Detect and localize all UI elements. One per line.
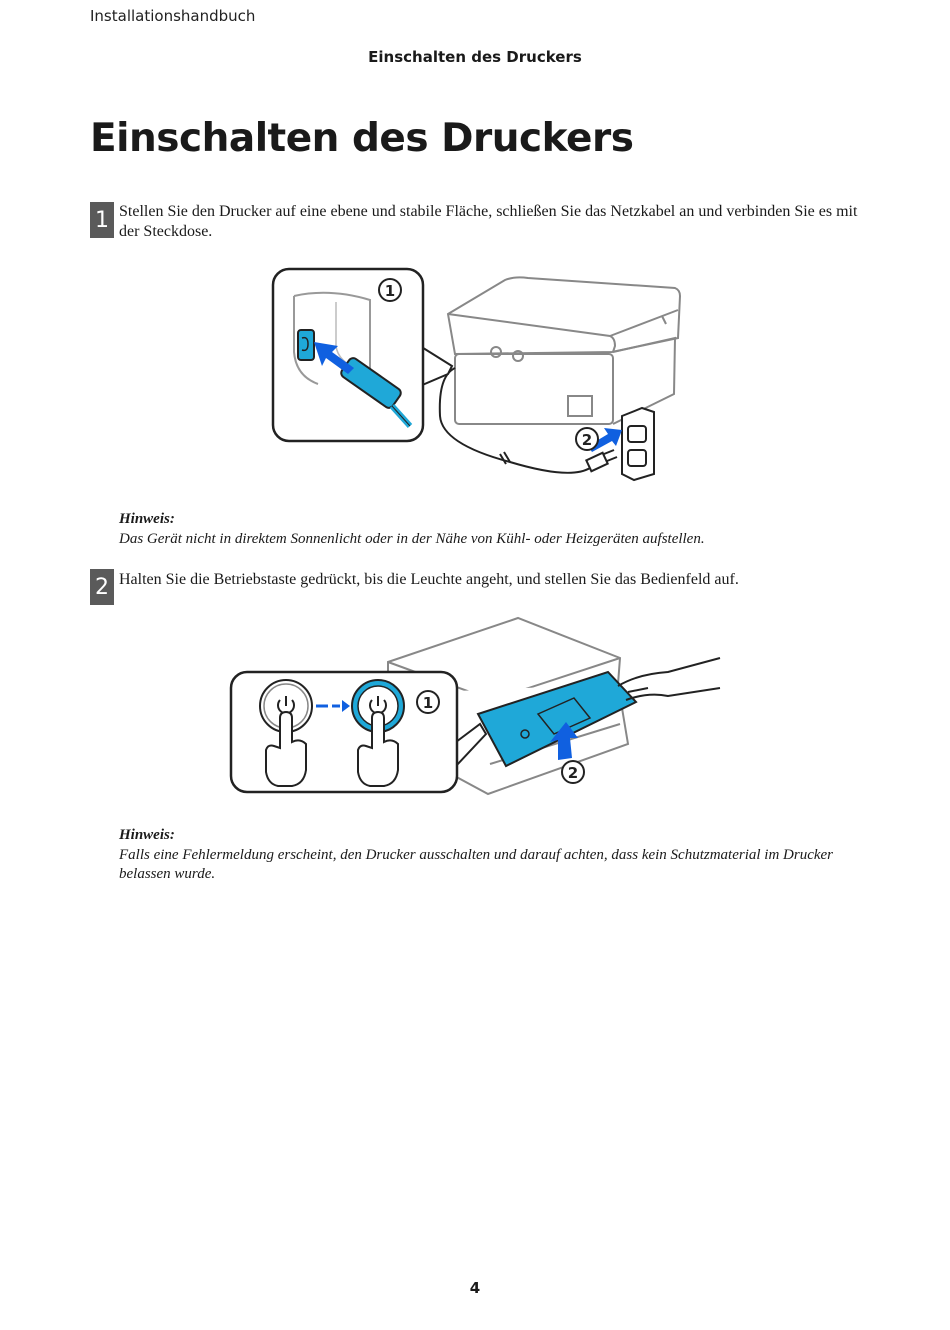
figure-power-on-panel (228, 614, 723, 804)
callout-1 (379, 279, 401, 301)
page-number: 4 (469, 1279, 481, 1297)
svg-text:1: 1 (422, 694, 434, 712)
note-text: Das Gerät nicht in direktem Sonnenlicht oder in der Nähe von Kühl- oder Heizgeräten aufstellen. (119, 531, 705, 547)
note-label: Hinweis: (119, 827, 175, 843)
page-title: Einschalten des Druckers (90, 116, 634, 161)
section-header: Einschalten des Druckers (368, 48, 582, 66)
callout-2 (576, 428, 598, 450)
callout-2 (562, 761, 584, 783)
callout-1 (417, 691, 439, 713)
power-cord-icon (586, 450, 617, 471)
zoom-inset (231, 672, 486, 792)
printer-illustration (448, 277, 680, 424)
step-instruction: Halten Sie die Betriebstaste gedrückt, bis die Leuchte angeht, und stellen Sie das Bedienfeld auf. (119, 571, 739, 588)
note-label: Hinweis: (119, 511, 175, 527)
svg-text:1: 1 (384, 282, 396, 300)
zoom-inset (273, 269, 452, 441)
hand-icon (618, 658, 720, 700)
svg-text:2: 2 (567, 764, 579, 782)
running-header: Installationshandbuch (90, 7, 256, 25)
wall-outlet-icon (622, 408, 654, 480)
step-instruction: Stellen Sie den Drucker auf eine ebene und stabile Fläche, schließen Sie das Netzkabel an und verbinden Sie es mit der Steckdose. (119, 203, 858, 240)
step-number-badge: 2 (90, 569, 114, 605)
step-number-badge: 1 (90, 202, 114, 238)
note-text: Falls eine Fehlermeldung erscheint, den Drucker ausschalten und darauf achten, dass kein Schutzmaterial im Drucker belassen wurde. (119, 847, 834, 882)
figure-power-connection (270, 266, 685, 488)
svg-text:2: 2 (581, 431, 593, 449)
